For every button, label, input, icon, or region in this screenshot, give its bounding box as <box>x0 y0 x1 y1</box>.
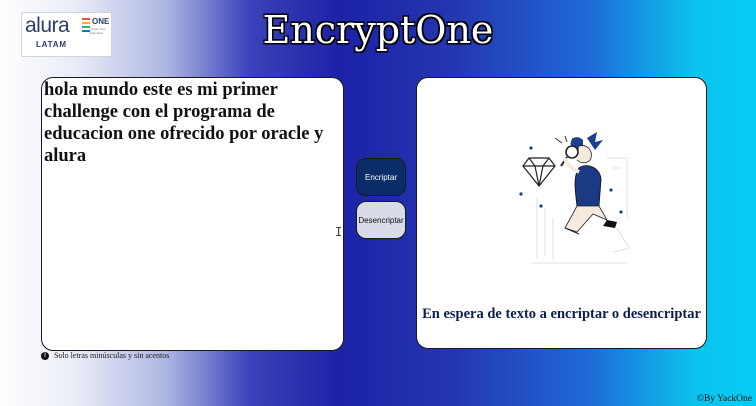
person-with-magnifier-illustration <box>517 128 637 278</box>
encrypt-button[interactable]: Encriptar <box>356 158 406 196</box>
input-card <box>41 77 344 351</box>
text-cursor-icon: I <box>335 225 343 239</box>
output-message: En espera de texto a encriptar o desencriptar <box>422 306 701 322</box>
page-title: EncryptOne <box>262 8 494 52</box>
input-hint <box>41 351 169 360</box>
footer-credit: ©By YackOne <box>696 394 752 404</box>
logo-program: ONE <box>92 17 110 26</box>
logo-wordmark: alura <box>25 14 70 37</box>
input-hint-text: Solo letras minúsculas y sin acentos <box>54 351 170 360</box>
diamond-icon <box>523 158 555 186</box>
logo-region: LATAM <box>36 40 67 49</box>
output-card <box>416 77 707 349</box>
logo-tagline: Oracle Next Education <box>90 27 106 35</box>
decrypt-button[interactable]: Desencriptar <box>356 201 406 239</box>
text-input[interactable] <box>42 78 344 351</box>
exclamation-icon: ! <box>41 352 49 360</box>
person-icon <box>561 132 617 234</box>
